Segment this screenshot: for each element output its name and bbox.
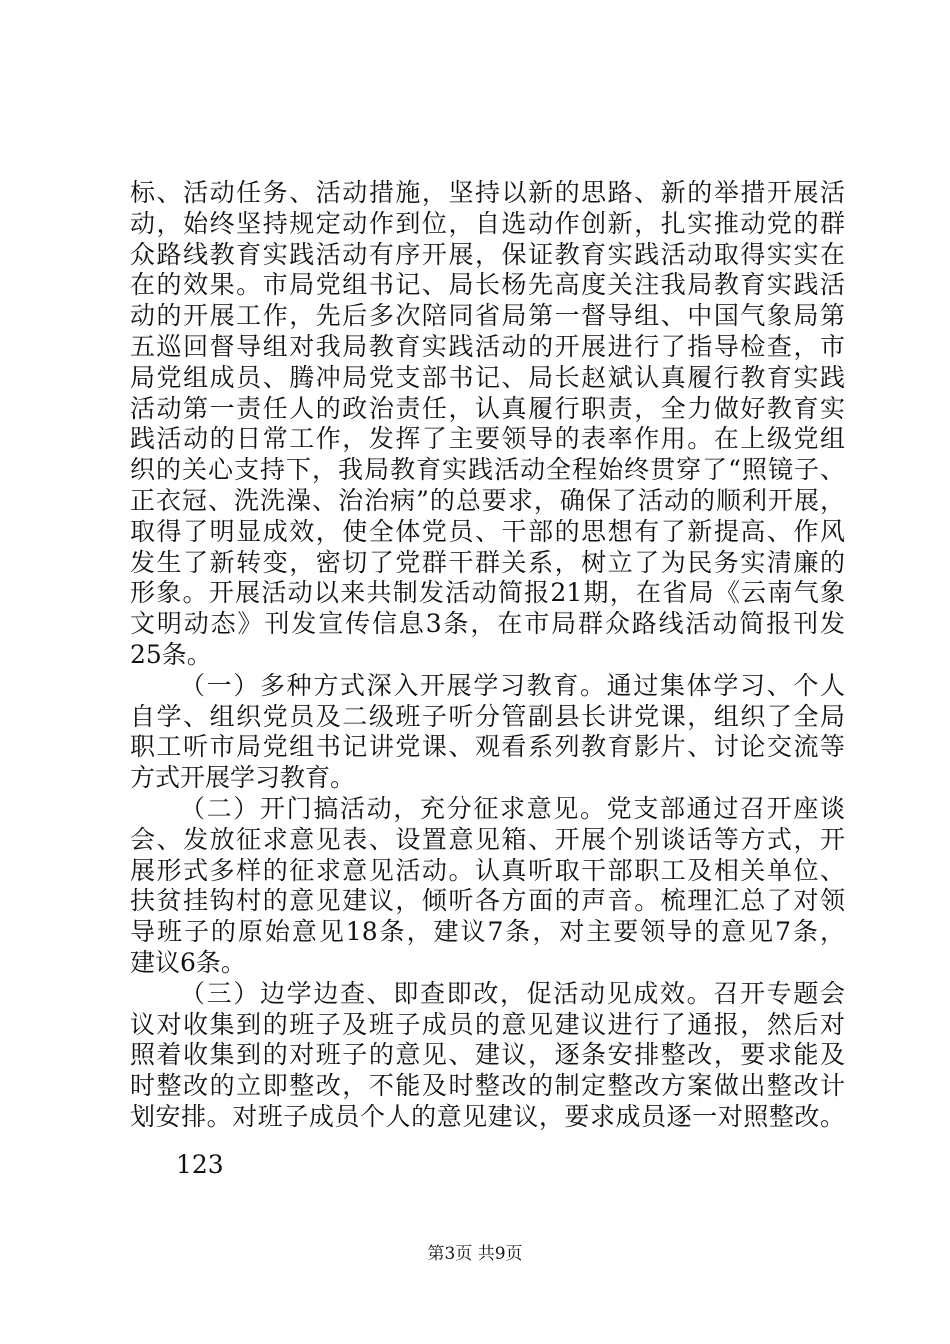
text-line: 正衣冠、洗洗澡、治治病”的总要求，确保了活动的顺利开展， (130, 485, 845, 515)
text-line: 众路线教育实践活动有序开展，保证教育实践活动取得实实在 (130, 239, 845, 269)
text-line: 时整改的立即整改，不能及时整改的制定整改方案做出整改计 (130, 1071, 845, 1101)
text-line: 职工听市局党组书记讲党课、观看系列教育影片、讨论交流等 (130, 732, 845, 762)
section-heading-line: （三）边学边查、即查即改，促活动见成效。召开专题会 (180, 978, 845, 1008)
text-line: 25条。 (130, 639, 212, 669)
text-line: 活动第一责任人的政治责任，认真履行职责，全力做好教育实 (130, 393, 845, 423)
text-line: 方式开展学习教育。 (130, 763, 356, 793)
page-number-footer: 第3页 共9页 (427, 1244, 523, 1264)
text-line: 文明动态》刊发宣传信息3条，在市局群众路线活动简报刊发 (130, 609, 845, 639)
text-line: 标、活动任务、活动措施，坚持以新的思路、新的举措开展活 (130, 178, 845, 207)
text-line: 动，始终坚持规定动作到位，自选动作创新，扎实推动党的群 (130, 208, 845, 238)
section-heading-line: （二）开门搞活动，充分征求意见。党支部通过召开座谈 (180, 793, 845, 823)
document-body (130, 178, 845, 1133)
text-line: 局党组成员、腾冲局党支部书记、局长赵斌认真履行教育实践 (130, 362, 845, 392)
text-line: 织的关心支持下，我局教育实践活动全程始终贯穿了“照镜子、 (130, 455, 845, 485)
text-line: 形象。开展活动以来共制发活动简报21期，在省局《云南气象 (130, 578, 845, 608)
text-line: 取得了明显成效，使全体党员、干部的思想有了新提高、作风 (130, 516, 845, 546)
text-line: 议对收集到的班子及班子成员的意见建议进行了通报，然后对 (130, 1009, 845, 1039)
text-line: 践活动的日常工作，发挥了主要领导的表率作用。在上级党组 (130, 424, 845, 454)
text-line: 会、发放征求意见表、设置意见箱、开展个别谈话等方式，开 (130, 824, 845, 854)
section-heading-line: （一）多种方式深入开展学习教育。通过集体学习、个人 (180, 670, 845, 700)
stray-number: 123 (176, 1150, 224, 1179)
text-line: 在的效果。市局党组书记、局长杨先高度关注我局教育实践活 (130, 270, 845, 300)
text-line: 划安排。对班子成员个人的意见建议，要求成员逐一对照整改。 (130, 1101, 845, 1131)
text-line: 动的开展工作，先后多次陪同省局第一督导组、中国气象局第 (130, 301, 845, 331)
text-line: 发生了新转变，密切了党群干群关系，树立了为民务实清廉的 (130, 547, 845, 577)
text-line: 建议6条。 (130, 947, 246, 977)
text-line: 自学、组织党员及二级班子听分管副县长讲党课，组织了全局 (130, 701, 845, 731)
text-line: 五巡回督导组对我局教育实践活动的开展进行了指导检查，市 (130, 331, 845, 361)
text-line: 照着收集到的对班子的意见、建议，逐条安排整改，要求能及 (130, 1040, 845, 1070)
text-line: 扶贫挂钩村的意见建议，倾听各方面的声音。梳理汇总了对领 (130, 886, 845, 916)
text-line: 展形式多样的征求意见活动。认真听取干部职工及相关单位、 (130, 855, 845, 885)
text-line: 导班子的原始意见18条，建议7条，对主要领导的意见7条， (130, 917, 845, 947)
